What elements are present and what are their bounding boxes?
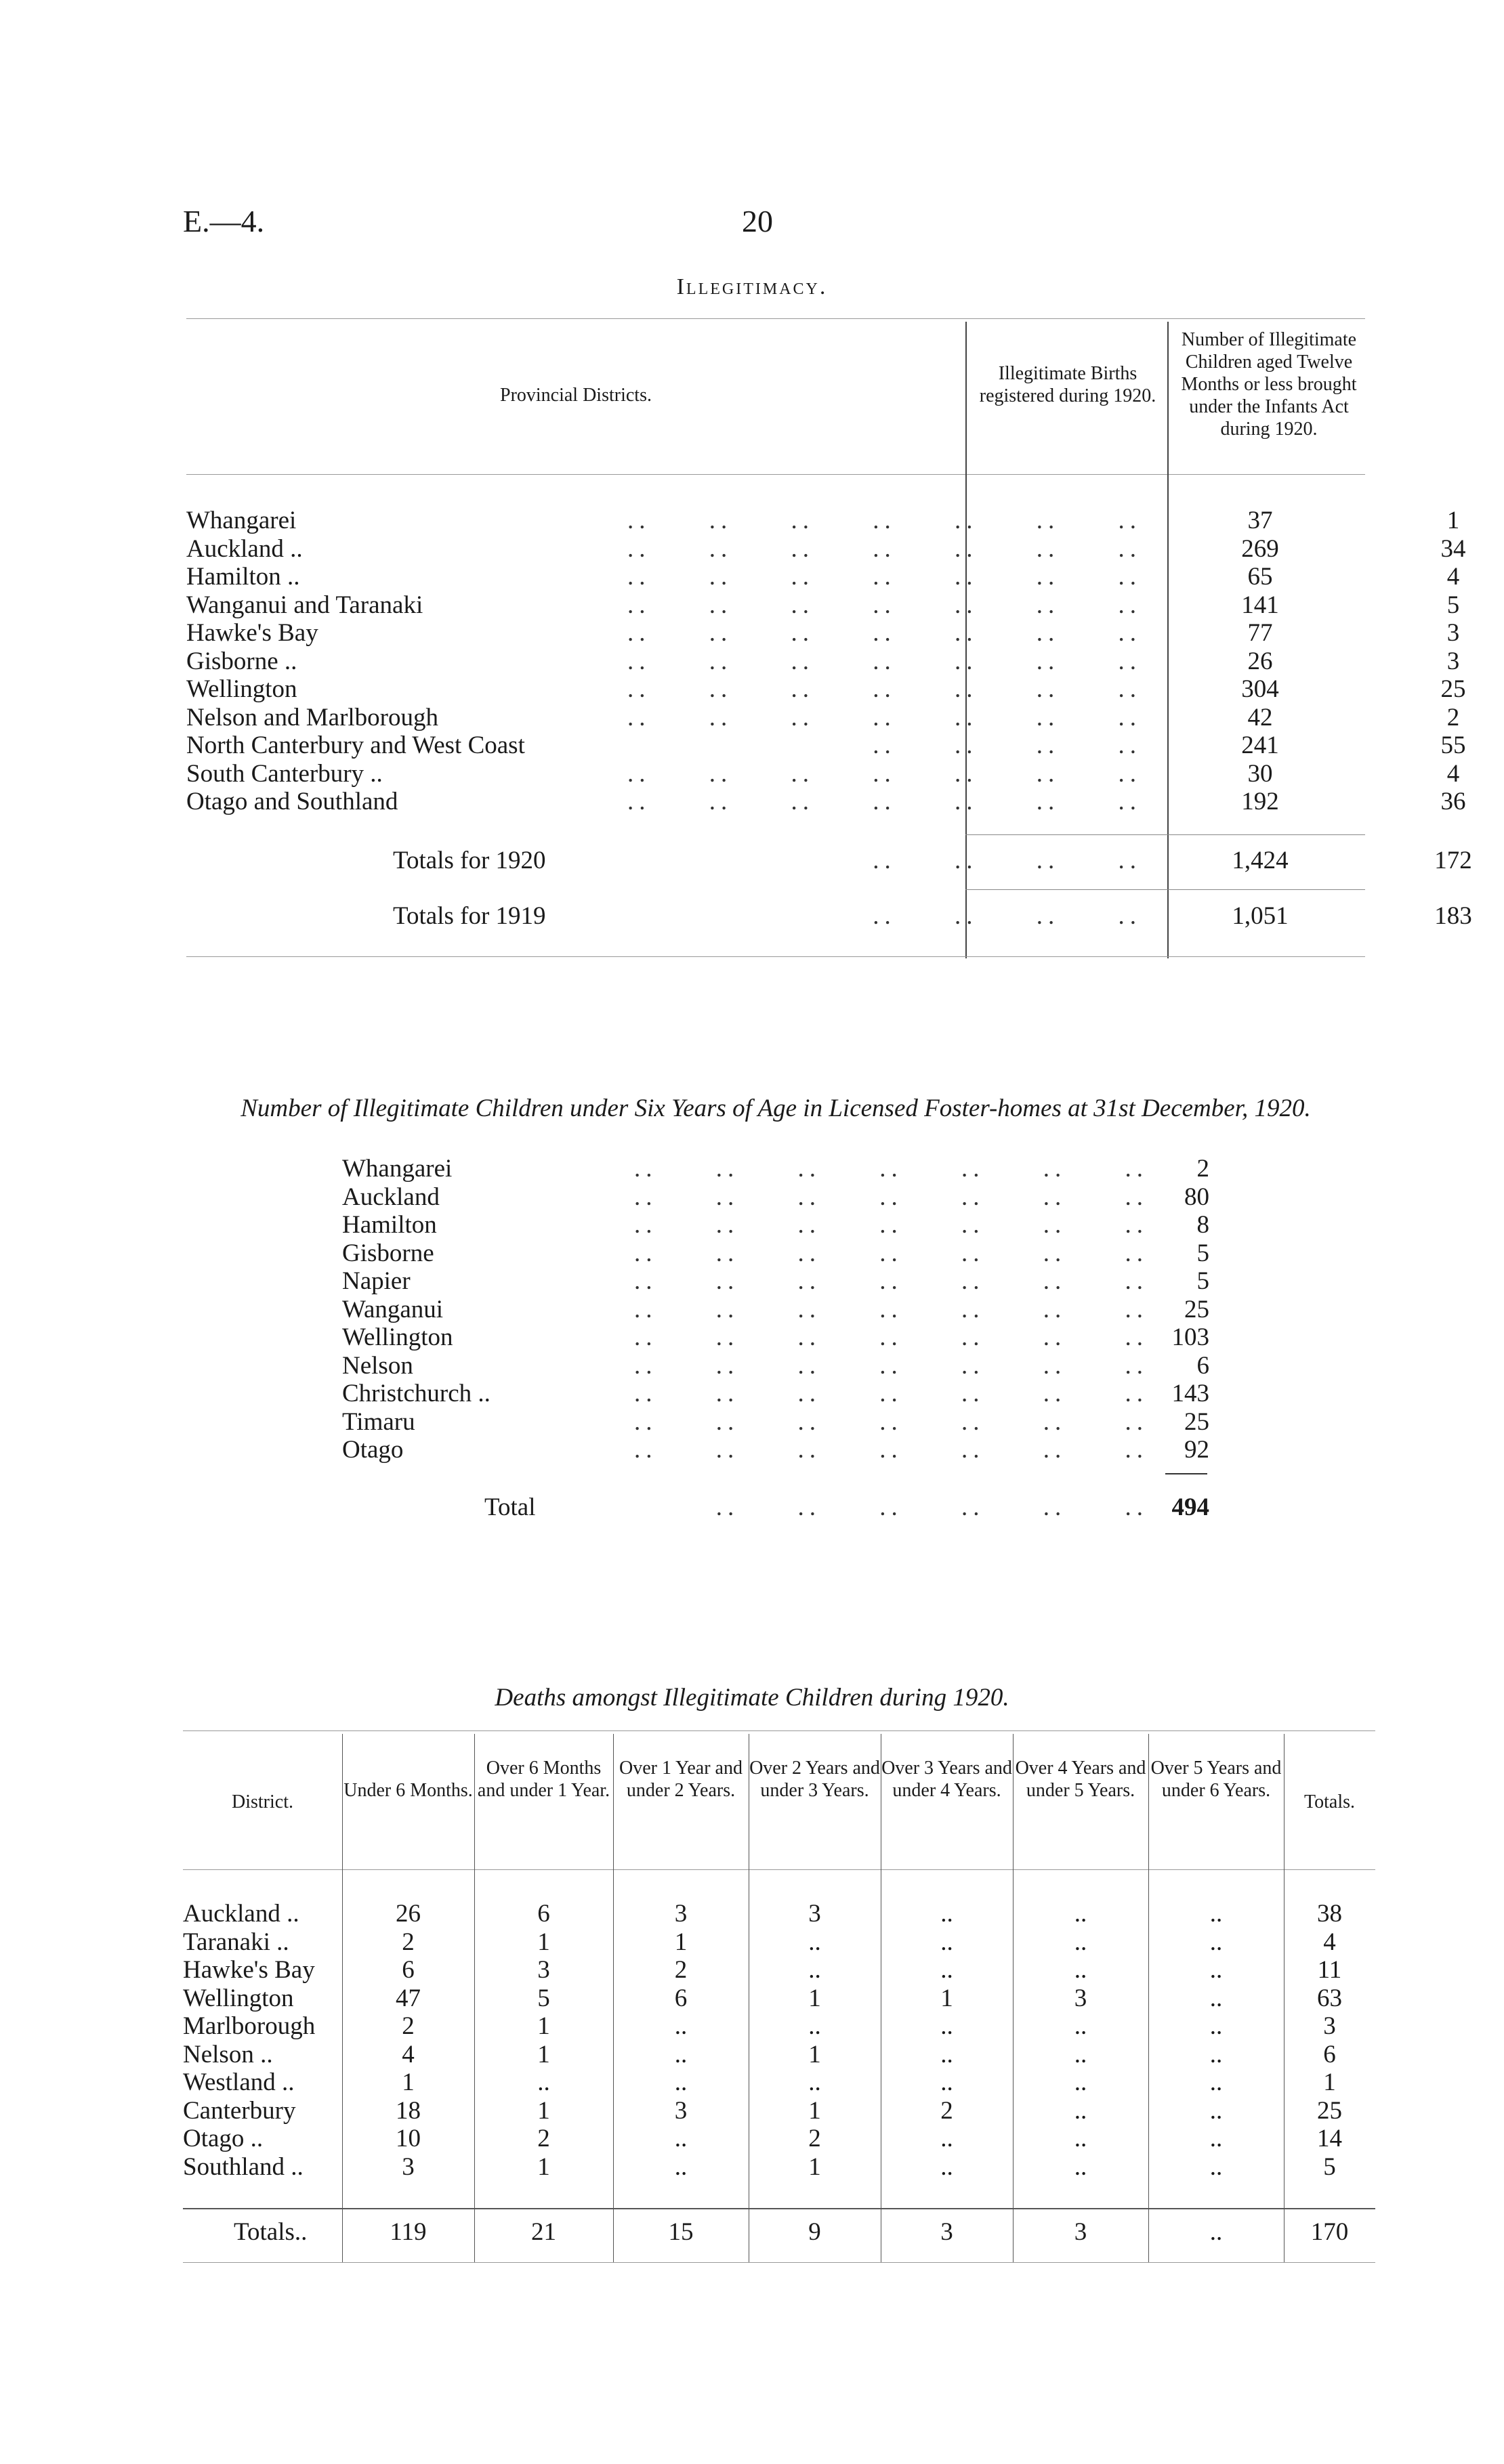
cell: .. xyxy=(940,2012,953,2040)
child-count: 5 xyxy=(1196,1239,1209,1267)
district-name: Auckland .. xyxy=(186,534,303,563)
district-name: Totals.. xyxy=(234,2218,308,2246)
cell: 26 xyxy=(396,1900,421,1928)
cell: 3 xyxy=(808,1900,821,1928)
cell: 1 xyxy=(808,2040,821,2068)
cell: 1 xyxy=(674,1928,688,1956)
table-row: North Canterbury and West Coast .. .. .. .. 241 55 xyxy=(186,731,1365,759)
town-name: Wanganui xyxy=(342,1295,444,1323)
table-row: Hawke's Bay .. .. .. .. .. .. .. 77 3 xyxy=(186,619,1365,647)
cell: .. xyxy=(808,2012,821,2040)
cell: .. xyxy=(674,2068,688,2096)
col-header-districts: Provincial Districts. xyxy=(500,385,652,406)
district-name: Otago .. xyxy=(183,2125,264,2152)
births-value: 192 xyxy=(1241,788,1279,815)
town-name: Gisborne xyxy=(342,1239,434,1267)
cell: 6 xyxy=(674,1984,688,2012)
totals-row xyxy=(183,2218,1375,2246)
table-row: Hamilton .. .. .. .. .. .. .. .. 65 4 xyxy=(186,563,1365,591)
births-value: 241 xyxy=(1241,731,1279,759)
table-row: Auckland .. .. .. .. .. .. .. .. 269 34 xyxy=(186,535,1365,563)
cell: 1 xyxy=(537,2012,550,2040)
town-name: Christchurch .. xyxy=(342,1380,490,1407)
table-row: Wellington .. .. .. .. .. .. .. 304 25 xyxy=(186,675,1365,703)
district-name: Whangarei xyxy=(186,507,297,534)
cell: 15 xyxy=(668,2218,694,2246)
cell: 1 xyxy=(808,2096,821,2125)
cell: 5 xyxy=(537,1984,550,2012)
col-header: District. xyxy=(232,1791,293,1812)
district-name: Gisborne .. xyxy=(186,647,297,675)
births-value: 37 xyxy=(1247,507,1273,534)
cell: .. xyxy=(1074,1956,1087,1984)
children-value: 3 xyxy=(1446,619,1460,647)
child-count: 2 xyxy=(1196,1155,1209,1183)
col-header: Over 5 Years and under 6 Years. xyxy=(1150,1758,1282,1801)
table-row xyxy=(183,2153,1375,2181)
cell: .. xyxy=(1209,2125,1223,2152)
district-name: Marlborough xyxy=(183,2012,316,2040)
child-count: 6 xyxy=(1196,1351,1209,1380)
cell: 6 xyxy=(402,1956,415,1984)
district-name: Wanganui and Taranaki xyxy=(186,591,423,619)
table-row xyxy=(183,2097,1375,2125)
town-name: Whangarei xyxy=(342,1155,453,1183)
col-header: Over 1 Year and under 2 Years. xyxy=(619,1758,743,1801)
total-children: 183 xyxy=(1434,902,1472,930)
town-name: Hamilton xyxy=(342,1211,437,1239)
cell: 10 xyxy=(396,2125,421,2152)
district-name: North Canterbury and West Coast xyxy=(186,731,525,759)
col-header: Over 2 Years and under 3 Years. xyxy=(749,1758,880,1801)
cell: .. xyxy=(1209,1928,1223,1956)
cell: 1 xyxy=(808,2152,821,2181)
children-value: 5 xyxy=(1446,591,1460,619)
table-row: Gisborne .. .. .. .. .. .. .. .. 26 3 xyxy=(186,647,1365,675)
district-name: Hawke's Bay xyxy=(183,1956,315,1984)
cell: .. xyxy=(808,2068,821,2096)
cell: .. xyxy=(1209,2218,1223,2246)
cell: .. xyxy=(1209,2096,1223,2125)
table1-total-row: Totals for 1920 .. .. .. .. 1,424 172 xyxy=(186,847,1365,874)
cell: .. xyxy=(674,2152,688,2181)
cell: 1 xyxy=(537,1928,550,1956)
list-item: Otago .. .. .. .. .. .. .. 92 xyxy=(342,1436,1209,1464)
cell: 3 xyxy=(1323,2012,1336,2040)
table-row xyxy=(183,2041,1375,2068)
cell: 2 xyxy=(537,2125,550,2152)
foster-homes-total-row: Total .. .. .. .. .. .. 494 xyxy=(484,1493,1209,1521)
child-count: 5 xyxy=(1196,1267,1209,1295)
cell: .. xyxy=(1074,2125,1087,2152)
cell: 6 xyxy=(1323,2040,1336,2068)
births-value: 26 xyxy=(1247,647,1273,675)
cell: 119 xyxy=(390,2218,427,2246)
cell: 3 xyxy=(674,1900,688,1928)
district-name: Wellington xyxy=(186,675,297,703)
cell: .. xyxy=(940,2068,953,2096)
cell: .. xyxy=(1074,2096,1087,2125)
cell: .. xyxy=(1074,2040,1087,2068)
cell: 3 xyxy=(674,2096,688,2125)
table-row: Otago and Southland .. .. .. .. .. .. .. 192 36 xyxy=(186,788,1365,815)
list-item: Gisborne .. .. .. .. .. .. .. 5 xyxy=(342,1239,1209,1267)
district-name: Otago and Southland xyxy=(186,788,398,815)
list-item: Hamilton .. .. .. .. .. .. .. 8 xyxy=(342,1211,1209,1239)
children-value: 34 xyxy=(1440,534,1466,563)
table-row xyxy=(183,1928,1375,1956)
cell: 6 xyxy=(537,1900,550,1928)
list-item: Nelson .. .. .. .. .. .. .. 6 xyxy=(342,1351,1209,1380)
district-name: Canterbury xyxy=(183,2096,296,2125)
cell: 2 xyxy=(808,2125,821,2152)
table-row: Whangarei .. .. .. .. .. .. .. 37 1 xyxy=(186,507,1365,534)
cell: .. xyxy=(940,1900,953,1928)
cell: 1 xyxy=(402,2068,415,2096)
child-count: 8 xyxy=(1196,1211,1209,1239)
child-count: 92 xyxy=(1184,1436,1209,1464)
cell: .. xyxy=(674,2012,688,2040)
table-row xyxy=(183,1984,1375,2012)
district-name: Taranaki .. xyxy=(183,1928,289,1956)
cell: .. xyxy=(940,2125,953,2152)
cell: .. xyxy=(674,2040,688,2068)
cell: 5 xyxy=(1323,2152,1336,2181)
children-value: 2 xyxy=(1446,703,1460,731)
cell: 170 xyxy=(1310,2218,1349,2246)
total-births: 1,051 xyxy=(1232,902,1289,930)
children-value: 55 xyxy=(1440,731,1466,759)
table-row: South Canterbury .. .. .. .. .. .. .. .. 30 4 xyxy=(186,760,1365,788)
town-name: Nelson xyxy=(342,1351,413,1380)
child-count: 103 xyxy=(1171,1323,1209,1351)
cell: .. xyxy=(1209,2040,1223,2068)
cell: .. xyxy=(1074,1900,1087,1928)
cell: 18 xyxy=(396,2096,421,2125)
cell: 1 xyxy=(940,1984,953,2012)
children-value: 4 xyxy=(1446,563,1460,591)
cell: .. xyxy=(1209,1984,1223,2012)
cell: 25 xyxy=(1317,2096,1342,2125)
cell: .. xyxy=(940,2152,953,2181)
cell: 1 xyxy=(537,2152,550,2181)
table-row xyxy=(183,2012,1375,2040)
list-item: Napier .. .. .. .. .. .. .. 5 xyxy=(342,1267,1209,1295)
table1-total-row: Totals for 1919 .. .. .. .. 1,051 183 xyxy=(186,902,1365,930)
children-value: 3 xyxy=(1446,647,1460,675)
births-value: 269 xyxy=(1241,534,1279,563)
cell: 2 xyxy=(940,2096,953,2125)
total-label: Totals for 1920 xyxy=(393,847,546,874)
col-header: Totals. xyxy=(1303,1791,1356,1812)
document-code: E.—4. xyxy=(183,204,265,238)
col-header-births: Illegitimate Births registered during 1920. xyxy=(979,363,1156,406)
town-name: Timaru xyxy=(342,1407,415,1436)
cell: 2 xyxy=(402,1928,415,1956)
cell: .. xyxy=(940,1928,953,1956)
table-row xyxy=(183,2125,1375,2152)
table-row xyxy=(183,1956,1375,1984)
cell: 2 xyxy=(402,2012,415,2040)
cell: 63 xyxy=(1317,1984,1342,2012)
table-row: Wanganui and Taranaki .. .. .. .. .. .. .. 141 5 xyxy=(186,591,1365,619)
cell: 2 xyxy=(674,1956,688,1984)
cell: 4 xyxy=(402,2040,415,2068)
cell: .. xyxy=(808,1928,821,1956)
cell: 38 xyxy=(1317,1900,1342,1928)
cell: .. xyxy=(674,2125,688,2152)
list-item: Wanganui .. .. .. .. .. .. .. 25 xyxy=(342,1295,1209,1323)
births-value: 65 xyxy=(1247,563,1273,591)
list-item: Timaru .. .. .. .. .. .. .. 25 xyxy=(342,1407,1209,1436)
births-value: 141 xyxy=(1241,591,1279,619)
births-value: 42 xyxy=(1247,703,1273,731)
cell: 3 xyxy=(940,2218,953,2246)
children-value: 36 xyxy=(1440,788,1466,815)
cell: 3 xyxy=(1074,1984,1087,2012)
cell: 1 xyxy=(537,2040,550,2068)
cell: 21 xyxy=(531,2218,556,2246)
table-row xyxy=(183,1900,1375,1928)
cell: .. xyxy=(1074,2152,1087,2181)
list-item: Auckland .. .. .. .. .. .. .. 80 xyxy=(342,1183,1209,1211)
col-header: Over 6 Months and under 1 Year. xyxy=(477,1758,610,1801)
cell: 3 xyxy=(1074,2218,1087,2246)
total-value: 494 xyxy=(1171,1493,1209,1521)
cell: 3 xyxy=(537,1956,550,1984)
births-value: 77 xyxy=(1247,619,1273,647)
town-name: Otago xyxy=(342,1436,404,1464)
col-header-children: Number of Illegitimate Children aged Twelve Months or less brought under the Infants Act during 1920. xyxy=(1181,329,1357,440)
total-label: Totals for 1919 xyxy=(393,902,546,930)
table-row xyxy=(183,2068,1375,2096)
cell: 4 xyxy=(1323,1928,1336,1956)
district-name: Auckland .. xyxy=(183,1900,299,1928)
district-name: Westland .. xyxy=(183,2068,295,2096)
cell: .. xyxy=(1209,2152,1223,2181)
child-count: 80 xyxy=(1184,1183,1209,1211)
district-name: Wellington xyxy=(183,1984,294,2012)
cell: 9 xyxy=(808,2218,821,2246)
cell: .. xyxy=(1074,2012,1087,2040)
child-count: 25 xyxy=(1184,1295,1209,1323)
cell: .. xyxy=(1209,1900,1223,1928)
town-name: Wellington xyxy=(342,1323,453,1351)
cell: .. xyxy=(940,2040,953,2068)
cell: .. xyxy=(537,2068,550,2096)
total-children: 172 xyxy=(1434,847,1472,874)
cell: 3 xyxy=(402,2152,415,2181)
total-label: Total xyxy=(484,1493,536,1521)
children-value: 25 xyxy=(1440,675,1466,703)
col-header: Over 3 Years and under 4 Years. xyxy=(881,1758,1012,1801)
col-header: Over 4 Years and under 5 Years. xyxy=(1015,1758,1146,1801)
child-count: 143 xyxy=(1171,1380,1209,1407)
town-name: Auckland xyxy=(342,1183,440,1211)
cell: 14 xyxy=(1317,2125,1342,2152)
cell: .. xyxy=(1074,2068,1087,2096)
district-name: South Canterbury .. xyxy=(186,759,383,788)
list-item: Whangarei .. .. .. .. .. .. .. 2 xyxy=(342,1155,1209,1183)
page-number: 20 xyxy=(742,204,773,238)
list-item: Christchurch .. .. .. .. .. .. .. .. 143 xyxy=(342,1380,1209,1407)
cell: 1 xyxy=(808,1984,821,2012)
district-name: Nelson and Marlborough xyxy=(186,703,438,731)
district-name: Hawke's Bay xyxy=(186,619,318,647)
cell: 1 xyxy=(537,2096,550,2125)
child-count: 25 xyxy=(1184,1407,1209,1436)
district-name: Hamilton .. xyxy=(186,563,300,591)
cell: 11 xyxy=(1317,1956,1342,1984)
cell: .. xyxy=(1074,1928,1087,1956)
births-value: 30 xyxy=(1247,759,1273,788)
list-item: Wellington .. .. .. .. .. .. .. 103 xyxy=(342,1323,1209,1351)
children-value: 1 xyxy=(1446,507,1460,534)
cell: .. xyxy=(940,1956,953,1984)
births-value: 304 xyxy=(1241,675,1279,703)
children-value: 4 xyxy=(1446,759,1460,788)
col-header: Under 6 Months. xyxy=(343,1780,473,1801)
cell: .. xyxy=(1209,2012,1223,2040)
town-name: Napier xyxy=(342,1267,411,1295)
district-name: Southland .. xyxy=(183,2152,304,2181)
cell: 1 xyxy=(1323,2068,1336,2096)
total-births: 1,424 xyxy=(1232,847,1289,874)
cell: .. xyxy=(808,1956,821,1984)
foster-homes-title: Number of Illegitimate Children under Six Years of Age in Licensed Foster-homes at 31st December, 1920. xyxy=(241,1095,1311,1122)
district-name: Nelson .. xyxy=(183,2040,273,2068)
cell: .. xyxy=(1209,1956,1223,1984)
section-title: Illegitimacy. xyxy=(676,274,828,299)
cell: .. xyxy=(1209,2068,1223,2096)
table-row: Nelson and Marlborough .. .. .. .. .. .. .. 42 2 xyxy=(186,704,1365,731)
deaths-table-title: Deaths amongst Illegitimate Children during 1920. xyxy=(495,1684,1009,1712)
cell: 47 xyxy=(396,1984,421,2012)
